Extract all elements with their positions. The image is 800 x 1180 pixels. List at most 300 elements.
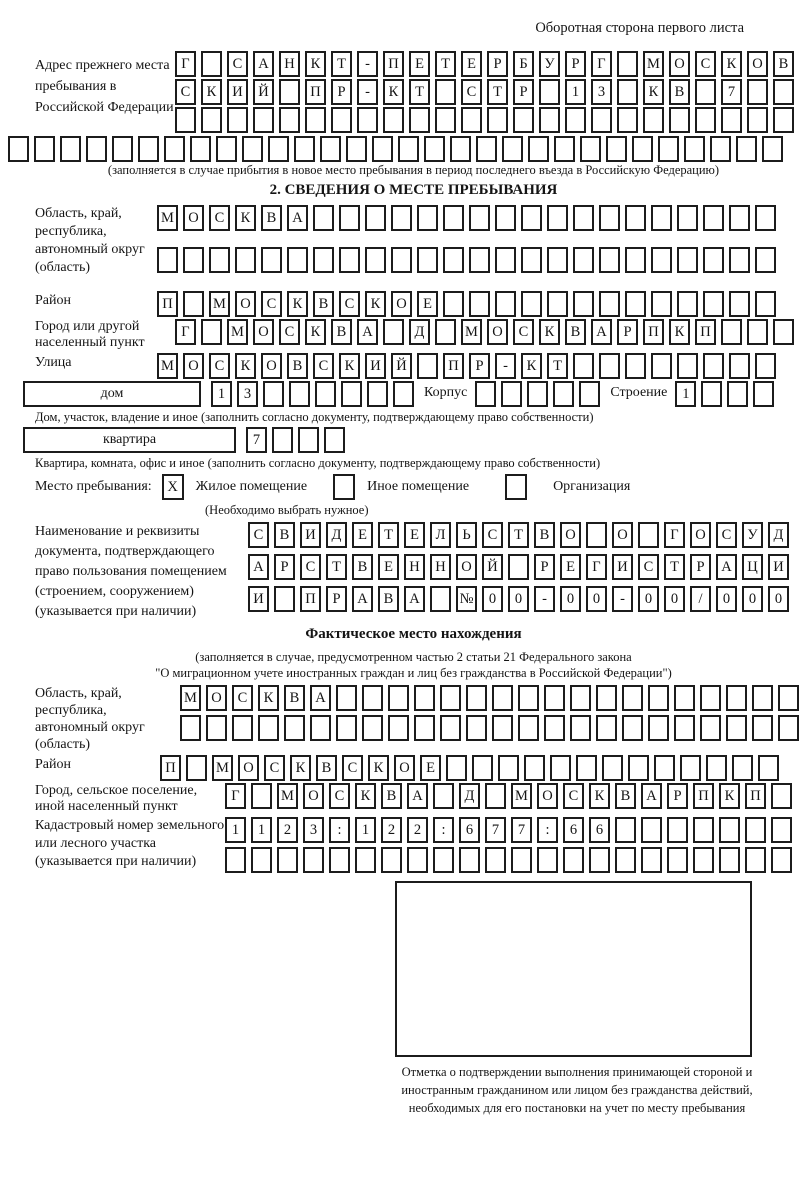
char-cell	[632, 136, 653, 162]
char-cell: В	[316, 755, 337, 781]
residential-option-label: Жилое помещение	[195, 479, 308, 494]
char-cell	[648, 685, 669, 711]
char-cell: Й	[482, 554, 503, 580]
char-cell	[721, 107, 742, 133]
char-cell: К	[235, 205, 256, 231]
char-cell: С	[329, 783, 350, 809]
char-cell	[417, 205, 438, 231]
char-cell: С	[279, 319, 300, 345]
char-cell	[684, 136, 705, 162]
region-row-2	[157, 247, 776, 273]
char-cell: П	[305, 79, 326, 105]
char-cell	[701, 381, 722, 407]
char-cell	[341, 381, 362, 407]
char-cell: Е	[409, 51, 430, 77]
char-cell	[414, 685, 435, 711]
char-cell: Й	[391, 353, 412, 379]
char-cell: Л	[430, 522, 451, 548]
char-cell: М	[157, 205, 178, 231]
char-cell: П	[157, 291, 178, 317]
char-cell	[596, 715, 617, 741]
char-cell	[443, 291, 464, 317]
char-cell: М	[511, 783, 532, 809]
char-cell: 7	[485, 817, 506, 843]
char-cell: О	[690, 522, 711, 548]
char-cell	[643, 107, 664, 133]
char-cell	[251, 783, 272, 809]
usage-doc-row-3	[248, 586, 789, 612]
region-block	[35, 205, 792, 289]
char-cell	[573, 291, 594, 317]
char-cell: П	[160, 755, 181, 781]
cadastral-label: Кадастровый номер земельного или лесного участка (указывается при наличии)	[35, 818, 225, 869]
char-cell	[695, 107, 716, 133]
char-cell: Е	[378, 554, 399, 580]
char-cell: 6	[563, 817, 584, 843]
char-cell: :	[433, 817, 454, 843]
char-cell: Р	[487, 51, 508, 77]
char-cell: С	[209, 353, 230, 379]
char-cell: 1	[251, 817, 272, 843]
char-cell: В	[274, 522, 295, 548]
char-cell: -	[612, 586, 633, 612]
char-cell: Г	[225, 783, 246, 809]
char-cell	[183, 291, 204, 317]
char-cell: 0	[664, 586, 685, 612]
char-cell	[258, 715, 279, 741]
house-box-label: дом	[23, 381, 201, 407]
char-cell	[755, 291, 776, 317]
char-cell: Р	[331, 79, 352, 105]
char-cell: 1	[675, 381, 696, 407]
char-cell	[443, 205, 464, 231]
char-cell	[461, 107, 482, 133]
char-cell: П	[695, 319, 716, 345]
char-cell: 3	[303, 817, 324, 843]
char-cell	[498, 755, 519, 781]
char-cell	[606, 136, 627, 162]
char-cell: Т	[378, 522, 399, 548]
char-cell: 7	[246, 427, 267, 453]
char-cell	[625, 205, 646, 231]
char-cell	[398, 136, 419, 162]
char-cell	[242, 136, 263, 162]
char-cell	[622, 715, 643, 741]
char-cell	[752, 685, 773, 711]
char-cell	[261, 247, 282, 273]
char-cell	[279, 79, 300, 105]
char-cell: 3	[237, 381, 258, 407]
char-cell	[388, 715, 409, 741]
usage-doc-block	[35, 522, 792, 622]
char-cell: 3	[591, 79, 612, 105]
char-cell: Т	[664, 554, 685, 580]
char-cell	[60, 136, 81, 162]
char-cell: :	[537, 817, 558, 843]
char-cell	[355, 847, 376, 873]
char-cell	[324, 427, 345, 453]
confirmation-stamp-caption: Отметка о подтверждении выполнения принимающей стороной и иностранным гражданином или лицом без гражданства действий, необходимых для его постановки на учет по месту пребывания	[401, 1065, 753, 1115]
char-cell	[414, 715, 435, 741]
char-cell	[513, 107, 534, 133]
char-cell	[677, 205, 698, 231]
char-cell: Т	[409, 79, 430, 105]
char-cell	[440, 685, 461, 711]
char-cell	[762, 136, 783, 162]
char-cell	[277, 847, 298, 873]
char-cell: О	[238, 755, 259, 781]
char-cell	[771, 783, 792, 809]
char-cell: Р	[690, 554, 711, 580]
char-cell	[695, 79, 716, 105]
char-cell: К	[721, 51, 742, 77]
char-cell	[570, 715, 591, 741]
char-cell: С	[261, 291, 282, 317]
char-cell: Р	[326, 586, 347, 612]
char-cell	[703, 353, 724, 379]
char-cell	[284, 715, 305, 741]
char-cell	[648, 715, 669, 741]
char-cell: Е	[420, 755, 441, 781]
char-cell: О	[235, 291, 256, 317]
char-cell	[753, 381, 774, 407]
char-cell	[305, 107, 326, 133]
prev-address-row-2	[175, 79, 794, 105]
actual-location-title: Фактическое место нахождения	[305, 626, 522, 642]
char-cell: 0	[742, 586, 763, 612]
char-cell: М	[643, 51, 664, 77]
char-cell	[628, 755, 649, 781]
char-cell: -	[357, 79, 378, 105]
char-cell	[289, 381, 310, 407]
char-cell	[674, 685, 695, 711]
char-cell: К	[235, 353, 256, 379]
char-cell: П	[643, 319, 664, 345]
char-cell: А	[310, 685, 331, 711]
actual-city-label: Город, сельское поселение, иной населенный пункт	[35, 783, 198, 814]
char-cell: К	[287, 291, 308, 317]
char-cell: О	[537, 783, 558, 809]
char-cell	[443, 247, 464, 273]
char-cell: О	[487, 319, 508, 345]
char-cell	[8, 136, 29, 162]
prev-address-row-1	[175, 51, 794, 77]
char-cell	[599, 291, 620, 317]
char-cell	[186, 755, 207, 781]
char-cell	[539, 107, 560, 133]
char-cell	[315, 381, 336, 407]
char-cell: 2	[381, 817, 402, 843]
char-cell	[553, 381, 574, 407]
prev-address-row-4	[8, 136, 792, 162]
char-cell	[617, 79, 638, 105]
char-cell: С	[513, 319, 534, 345]
char-cell	[450, 136, 471, 162]
char-cell	[201, 319, 222, 345]
char-cell	[391, 205, 412, 231]
char-cell	[272, 427, 293, 453]
char-cell	[537, 847, 558, 873]
char-cell: 7	[511, 817, 532, 843]
char-cell	[362, 685, 383, 711]
char-cell: Г	[175, 319, 196, 345]
char-cell	[667, 847, 688, 873]
char-cell: /	[690, 586, 711, 612]
stroenie-row	[675, 381, 774, 407]
char-cell	[674, 715, 695, 741]
char-cell	[388, 685, 409, 711]
char-cell	[475, 381, 496, 407]
char-cell: Т	[547, 353, 568, 379]
actual-location-note-1: (заполняется в случае, предусмотренном частью 2 статьи 21 Федерального закона	[195, 650, 632, 664]
char-cell: К	[368, 755, 389, 781]
char-cell: 0	[586, 586, 607, 612]
char-cell: Е	[352, 522, 373, 548]
char-cell: С	[695, 51, 716, 77]
char-cell: И	[300, 522, 321, 548]
char-cell: С	[339, 291, 360, 317]
char-cell	[747, 107, 768, 133]
char-cell	[346, 136, 367, 162]
char-cell: Г	[175, 51, 196, 77]
char-cell: К	[719, 783, 740, 809]
actual-district-block	[35, 755, 792, 781]
char-cell	[677, 353, 698, 379]
city-row	[175, 319, 794, 345]
char-cell: К	[290, 755, 311, 781]
actual-region-row-1	[180, 685, 799, 711]
char-cell	[641, 817, 662, 843]
char-cell	[485, 847, 506, 873]
char-cell: Д	[459, 783, 480, 809]
house-note: Дом, участок, владение и иное (заполнить согласно документу, подтверждающему право собственности)	[35, 410, 594, 424]
char-cell: В	[352, 554, 373, 580]
char-cell: 1	[211, 381, 232, 407]
char-cell: 1	[565, 79, 586, 105]
char-cell	[329, 847, 350, 873]
char-cell: О	[253, 319, 274, 345]
char-cell: 1	[355, 817, 376, 843]
actual-district-label: Район	[35, 757, 71, 772]
checkbox-residential: Х	[162, 474, 184, 500]
char-cell: О	[747, 51, 768, 77]
char-cell	[703, 205, 724, 231]
char-cell	[313, 205, 334, 231]
char-cell	[654, 755, 675, 781]
char-cell	[573, 247, 594, 273]
char-cell: Т	[435, 51, 456, 77]
char-cell	[469, 291, 490, 317]
char-cell: Р	[565, 51, 586, 77]
char-cell	[383, 319, 404, 345]
residence-type-label: Место пребывания:	[35, 479, 152, 494]
char-cell: Ц	[742, 554, 763, 580]
char-cell	[602, 755, 623, 781]
char-cell	[459, 847, 480, 873]
char-cell: П	[443, 353, 464, 379]
char-cell: Й	[253, 79, 274, 105]
char-cell	[651, 247, 672, 273]
char-cell: 2	[277, 817, 298, 843]
other-premises-option-label: Иное помещение	[367, 479, 470, 494]
char-cell: Р	[667, 783, 688, 809]
char-cell	[599, 205, 620, 231]
char-cell	[771, 817, 792, 843]
char-cell	[495, 247, 516, 273]
char-cell: М	[461, 319, 482, 345]
char-cell: 0	[560, 586, 581, 612]
char-cell: Р	[617, 319, 638, 345]
char-cell: И	[227, 79, 248, 105]
prev-address-cell-rows	[175, 51, 794, 135]
char-cell: С	[482, 522, 503, 548]
char-cell: К	[383, 79, 404, 105]
char-cell	[492, 685, 513, 711]
residence-type-note: (Необходимо выбрать нужное)	[205, 503, 369, 517]
char-cell: Т	[487, 79, 508, 105]
char-cell	[573, 205, 594, 231]
char-cell	[554, 136, 575, 162]
char-cell: А	[641, 783, 662, 809]
char-cell: С	[461, 79, 482, 105]
char-cell	[381, 847, 402, 873]
char-cell	[310, 715, 331, 741]
char-cell: А	[357, 319, 378, 345]
char-cell	[641, 847, 662, 873]
char-cell: Р	[534, 554, 555, 580]
char-cell: М	[157, 353, 178, 379]
char-cell	[407, 847, 428, 873]
char-cell: К	[589, 783, 610, 809]
char-cell	[331, 107, 352, 133]
char-cell	[677, 247, 698, 273]
char-cell	[472, 755, 493, 781]
char-cell: В	[534, 522, 555, 548]
char-cell	[372, 136, 393, 162]
char-cell: Г	[591, 51, 612, 77]
char-cell: М	[180, 685, 201, 711]
district-row	[157, 291, 776, 317]
char-cell	[263, 381, 284, 407]
char-cell	[417, 353, 438, 379]
char-cell: Е	[461, 51, 482, 77]
char-cell: А	[716, 554, 737, 580]
char-cell: С	[638, 554, 659, 580]
char-cell: С	[342, 755, 363, 781]
char-cell	[521, 247, 542, 273]
char-cell	[778, 685, 799, 711]
char-cell: М	[227, 319, 248, 345]
char-cell: В	[378, 586, 399, 612]
char-cell	[227, 107, 248, 133]
char-cell	[235, 247, 256, 273]
char-cell: А	[352, 586, 373, 612]
char-cell	[383, 107, 404, 133]
char-cell	[736, 136, 757, 162]
char-cell: А	[404, 586, 425, 612]
char-cell	[625, 247, 646, 273]
char-cell	[755, 353, 776, 379]
char-cell: М	[212, 755, 233, 781]
char-cell	[710, 136, 731, 162]
korpus-label: Корпус	[424, 385, 468, 400]
char-cell: М	[277, 783, 298, 809]
char-cell	[732, 755, 753, 781]
checkbox-other-premises	[333, 474, 355, 500]
char-cell	[521, 291, 542, 317]
char-cell: Е	[417, 291, 438, 317]
char-cell: 0	[508, 586, 529, 612]
city-label: Город или другой населенный пункт	[35, 319, 145, 350]
char-cell	[771, 847, 792, 873]
char-cell: С	[300, 554, 321, 580]
char-cell: О	[183, 205, 204, 231]
prev-address-row-3	[175, 107, 794, 133]
char-cell: О	[612, 522, 633, 548]
char-cell	[492, 715, 513, 741]
char-cell	[466, 715, 487, 741]
char-cell	[157, 247, 178, 273]
char-cell	[615, 817, 636, 843]
char-cell: Р	[513, 79, 534, 105]
char-cell: Р	[274, 554, 295, 580]
char-cell	[573, 353, 594, 379]
char-cell: К	[258, 685, 279, 711]
city-block	[35, 319, 792, 351]
char-cell	[524, 755, 545, 781]
prev-address-note: (заполняется в случае прибытия в новое место пребывания в период последнего въезда в Российскую Федерацию)	[107, 163, 720, 177]
apartment-box-label: квартира	[23, 427, 236, 453]
char-cell	[502, 136, 523, 162]
char-cell	[547, 205, 568, 231]
char-cell	[599, 353, 620, 379]
char-cell	[216, 136, 237, 162]
actual-location-note-2: "О миграционном учете иностранных граждан и лиц без гражданства в Российской Федерации")	[155, 666, 672, 680]
char-cell	[693, 847, 714, 873]
char-cell	[615, 847, 636, 873]
char-cell: Г	[664, 522, 685, 548]
char-cell	[677, 291, 698, 317]
char-cell: В	[773, 51, 794, 77]
char-cell: К	[339, 353, 360, 379]
char-cell	[446, 755, 467, 781]
section2-title: 2. СВЕДЕНИЯ О МЕСТЕ ПРЕБЫВАНИЯ	[269, 182, 558, 198]
char-cell: К	[521, 353, 542, 379]
char-cell	[164, 136, 185, 162]
char-cell	[658, 136, 679, 162]
district-block	[35, 291, 792, 317]
char-cell: С	[232, 685, 253, 711]
char-cell: О	[303, 783, 324, 809]
char-cell	[469, 247, 490, 273]
char-cell	[183, 247, 204, 273]
char-cell	[703, 291, 724, 317]
char-cell: С	[563, 783, 584, 809]
cadastral-row-1	[225, 817, 792, 843]
char-cell: О	[456, 554, 477, 580]
usage-doc-label: Наименование и реквизиты документа, подтверждающего право пользования помещением (строением, сооружением) (указывается при наличии)	[35, 524, 227, 619]
char-cell: 7	[721, 79, 742, 105]
char-cell: В	[284, 685, 305, 711]
street-block	[35, 353, 792, 379]
char-cell: О	[183, 353, 204, 379]
residence-type-block	[35, 473, 792, 501]
char-cell	[758, 755, 779, 781]
char-cell: С	[175, 79, 196, 105]
char-cell	[508, 554, 529, 580]
char-cell: О	[394, 755, 415, 781]
char-cell: А	[253, 51, 274, 77]
